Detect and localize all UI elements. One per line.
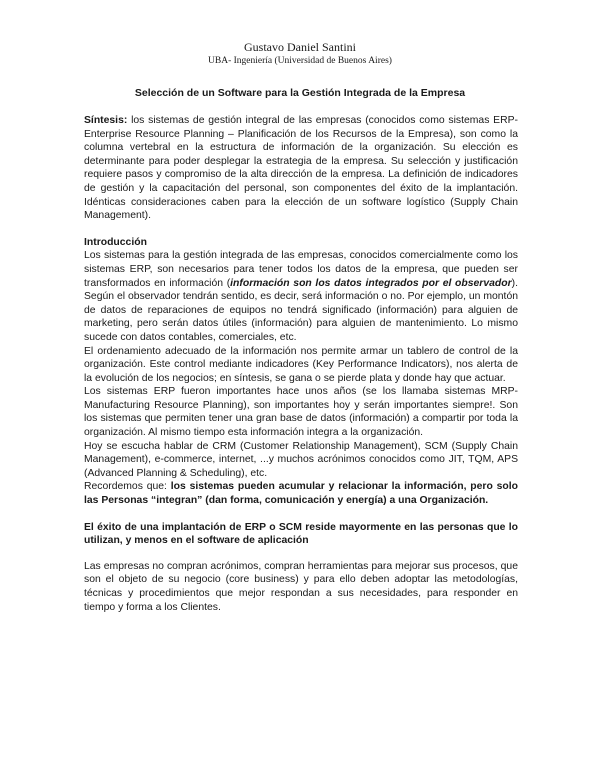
intro-paragraph-3: Los sistemas ERP fueron importantes hace unos años (se los llamaba sistemas MRP- Manufacturing Resource Planning), son importantes hoy y serán importantes siempre!. Son los sistemas que permiten tener una gran base de datos (información) a compartir por toda la organización. Al mismo tiempo esta información integra a la organización. <box>84 386 518 439</box>
author-name: Gustavo Daniel Santini <box>244 40 356 54</box>
section2-paragraph-1: Las empresas no compran acrónimos, compran herramientas para mejorar sus procesos, que son el objeto de su negocio (core business) y para ello deben adoptar las metodologías, técnicas y procedimientos que mejor respondan a sus necesidades, para responder en tiempo y forma a los Clientes. <box>84 560 518 613</box>
intro-paragraph-1 <box>84 249 518 344</box>
sintesis-paragraph <box>84 114 518 223</box>
intro-paragraph-2: El ordenamiento adecuado de la información nos permite armar un tablero de control de la organización. Este control mediante indicadores (Key Performance Indicators), nos alerta de la evolución de los negocios; en síntesis, se gana o se pierde plata y donde hay que actuar. <box>84 345 518 384</box>
intro-p1-text: Los sistemas para la gestión integrada de las empresas, conocidos comercialmente como los sistemas ERP, son necesarios para tener todos los datos de la empresa, que pueden ser transformados en información ( <box>84 250 518 289</box>
intro-p1-emphasis: información son los datos integrados por el observador <box>230 277 512 289</box>
intro-paragraph-5 <box>84 480 518 507</box>
intro-p1-text-after: ). Según el observador tendrán sentido, es decir, será información o no. Por ejemplo, un montón de datos de reparaciones de equipos no tendrá significado (información) para alguien de marketing, pero serán datos útiles (información) para alguien de mantenimiento. Lo mismo sucede con datos contables, comerciales, etc. <box>84 277 518 343</box>
document-title: Selección de un Software para la Gestión Integrada de la Empresa <box>134 87 466 99</box>
intro-p5-bold: los sistemas pueden acumular y relacionar la información, pero solo las Personas “integran” (dan forma, comunicación y energía) a una Organización. <box>84 481 518 507</box>
introduccion-heading: Introducción <box>84 236 147 248</box>
document-body <box>84 114 518 614</box>
intro-paragraph-4: Hoy se escucha hablar de CRM (Customer Relationship Management), SCM (Supply Chain Management), e-commerce, internet, ...y muchos acrónimos conocidos como JIT, TQM, APS (Advanced Planning & Scheduling), etc. <box>84 440 518 479</box>
author-affiliation: UBA- Ingeniería (Universidad de Buenos Aires) <box>208 56 392 66</box>
intro-p5-text: Recordemos que: <box>84 481 171 493</box>
sintesis-text: los sistemas de gestión integral de las empresas (conocidos como sistemas ERP- Enterprise Resource Planning – Planificación de los Recursos de la Empresa), son como la columna vertebral en la estructura de información de la organización. Su elección es determinante para poder desplegar la estrategia de la empresa. Su selección y justificación requiere pasos y compromiso de la alta dirección de la empresa. La definición de indicadores de gestión y la capacitación del personal, son componentes del éxito de la implantación. Idénticas consideraciones caben para la elección de un software logístico (Supply Chain Management). <box>84 115 518 222</box>
section2-heading: El éxito de una implantación de ERP o SCM reside mayormente en las personas que lo utilizan, y menos en el software de aplicación <box>84 521 518 547</box>
sintesis-label: Síntesis: <box>84 115 128 126</box>
